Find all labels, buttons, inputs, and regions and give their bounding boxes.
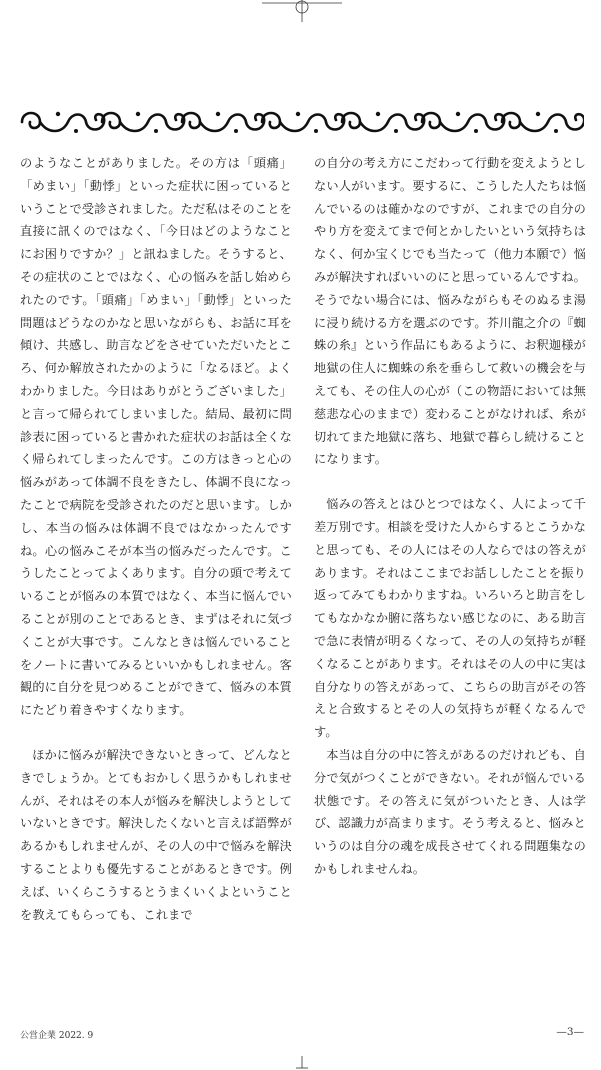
body-paragraph: のようなことがありました。その方は「頭痛」「めまい」「動悸」といった症状に困っているということで受診されました。ただ私はそのことを直接に訊くのではなく、「今日はどのようなことにお困りですか？」と訊ねました。そうすると、その症状のことではなく、心の悩みを話し始められたのです。「頭痛」「めまい」「動悸」といった問題はどうなのかなと思いながらも、お話に耳を傾け、共感し、助言などをさせていただいたところ、何か解放されたかのように「なるほど。よくわかりました。今日はありがとうございました」と言って帰られてしまいました。結局、最初に問診表に困っていると書かれた症状のお話は全くなく帰られてしまったんです。この方はきっと心の悩みがあって体調不良をきたし、体調不良になったことで病院を受診されたのだと思います。しかし、本当の悩みは体調不良ではなかったんですね。心の悩みこそが本当の悩みだったんです。こうしたことってよくあります。自分の頭で考えていることが悩みの本質ではなく、本当に悩んでいることが別のことであるとき、まずはそれに気づくことが大事です。こんなときは悩んでいることをノートに書いてみるといいかもしれません。客観的に自分を見つめることができて、悩みの本質にたどり着きやすくなります。 [20,156,292,718]
body-paragraph: の自分の考え方にこだわって行動を変えようとしない人がいます。要するに、こうした人たちは悩んでいるのは確かなのですが、これまでの自分のやり方を変えてまで何とかしたいという気持ちはなく、何か宝くじでも当たって（他力本願で）悩みが解決すればいいのにと思っているんですね。そうでない場合には、悩みながらもそのぬるま湯に浸り続ける方を選ぶのです。芥川龍之介の『蜘蛛の糸』という作品にもあるように、お釈迦様が地獄の住人に蜘蛛の糸を垂らして救いの機会を与えても、その住人の心が（この物語においては無慈悲な心のままで）変わることがなければ、糸が切れてまた地獄に落ち、地獄で暮らし続けることになります。 [314,156,586,467]
left-column [20,152,292,926]
crop-mark-icon [262,0,342,24]
body-paragraph: ほかに悩みが解決できないときって、どんなときでしょうか。とてもおかしく思うかもしれませんが、それはその本人が悩みを解決しようとしていないときです。解決したくないと言えば語弊があるかもしれませんが、その人の中で悩みを解決することよりも優先することがあるときです。例えば、いくらこうするとうまくいくよということを教えてもらっても、これまで [20,747,292,922]
body-paragraph: 本当は自分の中に答えがあるのだけれども、自分で気がつくことができない。それが悩んでいる状態です。その答えに気がついたとき、人は学び、認識力が高まります。そう考えると、悩みというのは自分の魂を成長させてくれる問題集なのかもしれませんね。 [314,747,586,876]
crop-mark-icon [296,1056,308,1070]
right-column [314,152,586,881]
publication-footer: 公営企業 2022. 9 [20,1031,94,1041]
scroll-ornament-icon [18,104,584,138]
body-paragraph: 悩みの答えとはひとつではなく、人によって千差万別です。相談を受けた人からするとこうかなと思っても、その人にはその人ならではの答えがあります。それはここまでお話ししたことを振り返ってみてもわかりますね。いろいろと助言をしてもなかなか腑に落ちない感じなのに、ある助言で急に表情が明るくなって、その人の気持ちが軽くなることがあります。それはその人の中に実は自分なりの答えがあって、こちらの助言がその答えと合致するとその人の気持ちが軽くなるんです。 [314,497,586,740]
page-number: —3— [556,1026,584,1038]
